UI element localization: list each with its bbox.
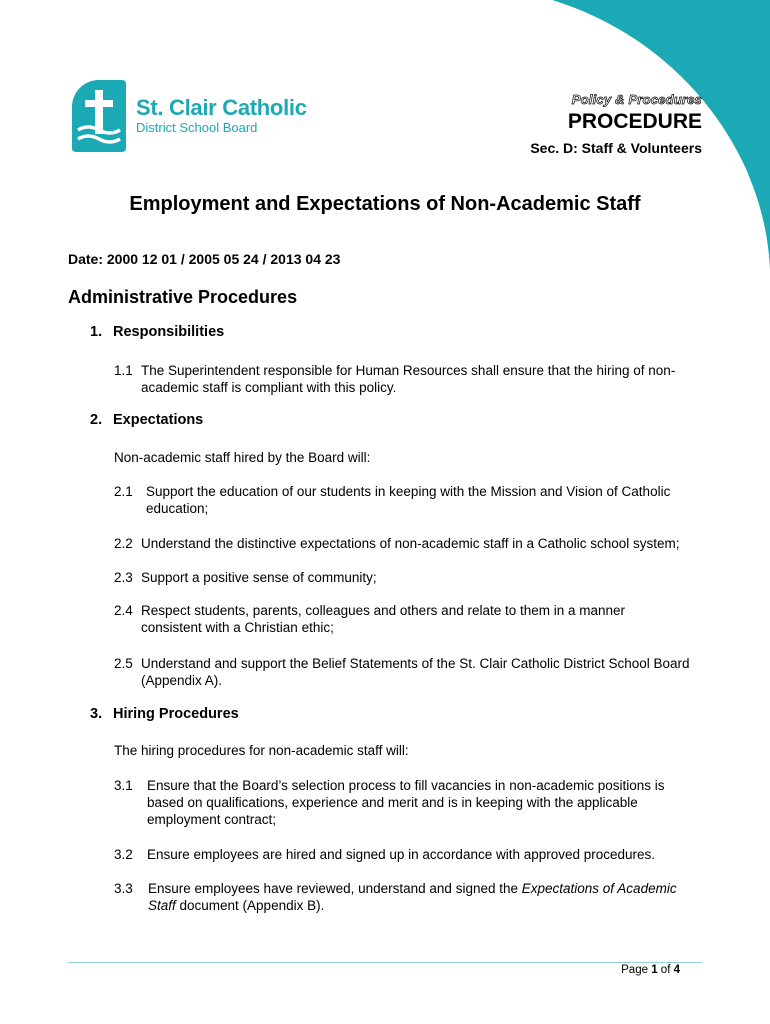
section-number: 3.	[90, 706, 103, 722]
item-text: Ensure that the Board’s selection process to fill vacancies in non-academic positions is based on qualifications, experience and merit and is in keeping with the applicable employment contract;	[147, 778, 665, 827]
logo-name: St. Clair Catholic	[136, 95, 307, 120]
item-text-after: document (Appendix B).	[175, 898, 325, 913]
item-text-content: Support the education of our students in keeping with the Mission and Vision of Catholic education;	[146, 484, 671, 516]
list-item	[114, 777, 689, 828]
list-item	[114, 362, 704, 396]
section-heading	[90, 324, 224, 340]
list-item	[114, 602, 654, 636]
item-number: 2.5	[114, 656, 133, 671]
item-number: 2.1	[114, 484, 133, 499]
section-heading	[90, 706, 239, 722]
item-text: The Superintendent responsible for Human Resources shall ensure that the hiring of non-academic staff is compliant with this policy.	[141, 363, 676, 395]
item-text: Understand and support the Belief Statements of the St. Clair Catholic District School Board (Appendix A).	[141, 656, 690, 688]
section-intro: Non-academic staff hired by the Board will:	[114, 450, 371, 465]
cross-logo-icon	[70, 78, 128, 154]
of-label: of	[660, 964, 671, 976]
policy-label: Policy & Procedures	[571, 92, 702, 107]
document-title: Employment and Expectations of Non-Academic Staff	[129, 193, 641, 215]
section-intro: The hiring procedures for non-academic staff will:	[114, 743, 409, 758]
footer-divider	[68, 962, 702, 963]
list-item	[114, 535, 704, 552]
board-logo	[70, 78, 307, 154]
section-title: Responsibilities	[113, 324, 225, 340]
document-date: Date: 2000 12 01 / 2005 05 24 / 2013 04 23	[68, 251, 341, 267]
list-item	[114, 569, 704, 586]
list-item	[114, 483, 704, 517]
section-number: 1.	[90, 324, 103, 340]
item-text-italic: Expectations of Academic Staff	[148, 881, 677, 913]
item-number: 3.2	[114, 847, 133, 862]
item-text: Respect students, parents, colleagues and others and relate to them in a manner consistent with a Christian ethic;	[141, 603, 626, 635]
item-number: 3.1	[114, 778, 133, 793]
page-label: Page	[621, 964, 648, 976]
item-number: 2.3	[114, 570, 133, 585]
section-title: Hiring Procedures	[113, 706, 239, 722]
section-label: Sec. D: Staff & Volunteers	[530, 140, 702, 156]
section-heading	[90, 412, 203, 428]
item-number: 2.4	[114, 603, 133, 618]
logo-subtitle: District School Board	[136, 120, 258, 135]
item-text-before: Ensure employees have reviewed, understand and signed the	[148, 881, 522, 896]
item-text: Support a positive sense of community;	[141, 570, 377, 585]
list-item	[114, 655, 714, 689]
procedure-label: PROCEDURE	[567, 110, 702, 133]
admin-procedures-heading: Administrative Procedures	[68, 287, 298, 307]
document-header	[530, 92, 702, 156]
item-text: Understand the distinctive expectations of non-academic staff in a Catholic school system;	[141, 536, 680, 551]
list-item	[114, 846, 704, 863]
item-number: 2.2	[114, 536, 133, 551]
page-number	[621, 964, 680, 976]
list-item	[114, 880, 704, 914]
item-text	[114, 880, 704, 914]
total-pages: 4	[673, 964, 680, 976]
current-page: 1	[651, 964, 658, 976]
item-text	[114, 483, 704, 517]
item-text: Ensure employees are hired and signed up in accordance with approved procedures.	[147, 847, 656, 862]
section-title: Expectations	[113, 412, 204, 428]
item-number: 1.1	[114, 363, 133, 378]
section-number: 2.	[90, 412, 103, 428]
item-number: 3.3	[114, 881, 133, 896]
